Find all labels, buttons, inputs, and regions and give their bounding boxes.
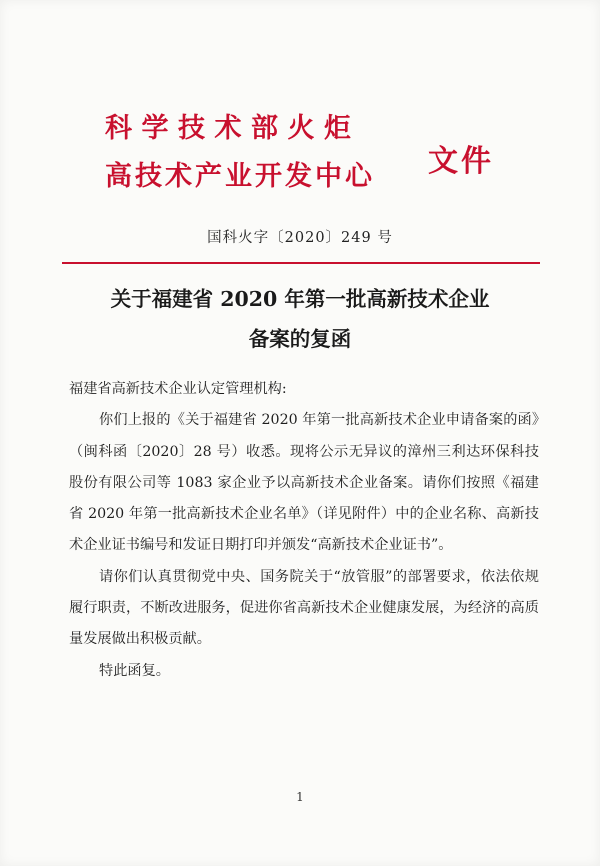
closing-line: 特此函复。 [99,662,170,679]
document-type-label: 文件 [428,144,494,179]
issuer-name-line1: 科学技术部火炬 [105,113,361,144]
salutation: 福建省高新技术企业认定管理机构: [69,381,287,397]
document-title-line1: 关于福建省 2020 年第一批高新技术企业 [110,287,490,311]
document-title-line2: 备案的复函 [248,327,352,351]
issuer-name-line2: 高技术产业开发中心 [105,161,375,192]
letter-body [69,374,539,687]
body-paragraph-1: 你们上报的《关于福建省 2020 年第一批高新技术企业申请备案的函》（闽科函〔2020〕28 号）收悉。现将公示无异议的漳州三利达环保科技股份有限公司等 1083 家企业予以高新技术企业备案。请你们按照《福建省 2020 年第一批高新技术企业名单》（详见附件）中的企业名称、高新技术企业证书编号和发证日期打印并颁发“高新技术企业证书”。 [69,412,539,554]
document-number: 国科火字〔2020〕249 号 [207,230,393,246]
body-paragraph-2: 请你们认真贯彻党中央、国务院关于“放管服”的部署要求，依法依规履行职责，不断改进服务，促进你省高新技术企业健康发展，为经济的高质量发展做出积极贡献。 [69,568,539,648]
header-red-rule [62,262,540,264]
page-number: 1 [296,790,304,804]
